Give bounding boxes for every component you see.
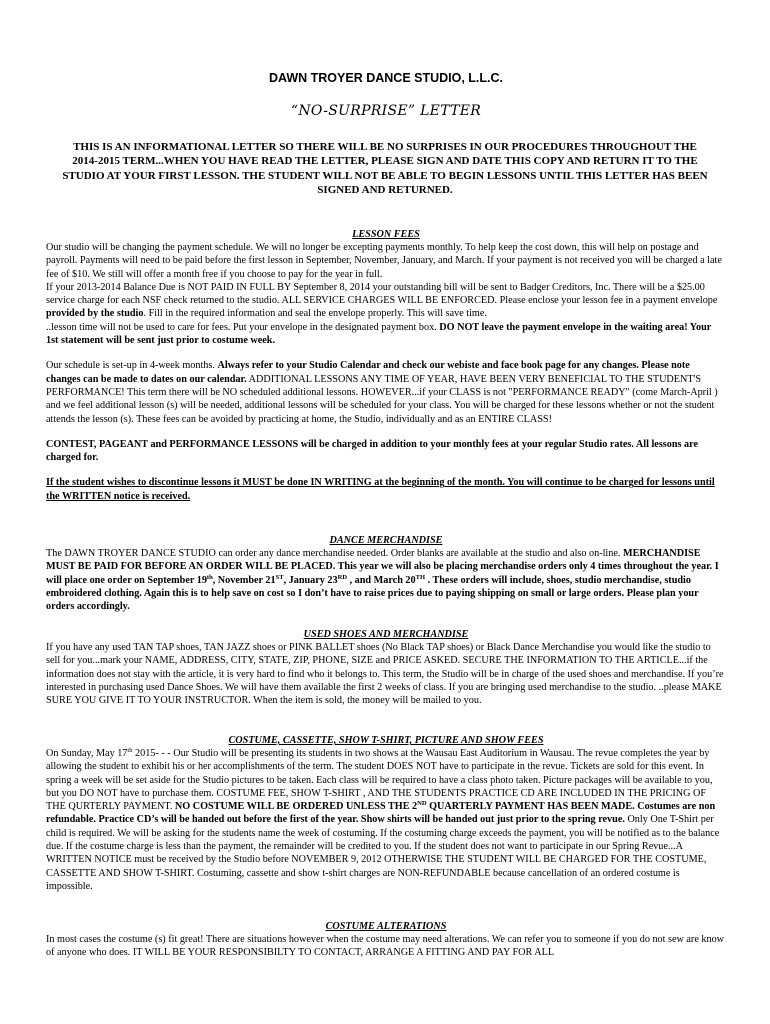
merchandise-heading: DANCE MERCHANDISE xyxy=(329,535,443,546)
schedule-p-bold: Always refer to your Studio Calendar and check our webiste and face book page for any changes. Please note changes can be made to dates on our calendar. xyxy=(46,360,690,385)
lesson-fees-p3-text: ..lesson time will not be used to care for fees. Put your envelope in the designated payment box. xyxy=(46,321,440,333)
schedule-paragraph xyxy=(46,359,726,425)
discontinue-paragraph: If the student wishes to discontinue lessons it MUST be done IN WRITING at the beginning of the month. You will continue to be charged for lessons until the WRITTEN notice is received. xyxy=(46,477,715,502)
used-shoes-heading: USED SHOES AND MERCHANDISE xyxy=(303,629,469,640)
lesson-fees-p2-bold: provided by the studio xyxy=(46,308,144,320)
costume-t3: Only One T-Shirt per child is required. We will be asking for the students name the week of costuming. If the costuming charge exceeds the payment, you will be notified as to the balance due. If the costume charge is less than the payment, the remainder will be credited to you. If the student does not want to participate in our Spring Revue...A WRITTEN NOTICE must be received by the Studio before NOVEMBER 9, 2012 OTHERWISE THE STUDENT WILL BE CHARGED FOR THE COSTUME, CASSETTE AND SHOW T-SHIRT. Costuming, cassette and show t-shirt charges are NON-REFUNDABLE because cancellation of an ordered costume is impossible. xyxy=(46,814,720,892)
lesson-fees-paragraph-1: Our studio will be changing the payment schedule. We will no longer be excepting payments monthly. To help keep the cost down, this will help on postage and payroll. Payments will need to be paid before the first lesson in September, November, January, and March. If your payment is not received you will be charged a late fee of $10. We still will offer a month free if you choose to pay for the year in full. xyxy=(46,242,722,280)
costume-t2: 2015- - - Our Studio will be presenting its students in two shows at the Wausau East Auditorium in Wausau. The revue completes the year by allowing the student to exhibit his or her accomplishments of the term. The student DOES NOT have to participate in the revue. Tickets are sold for this event. In spring a week will be set aside for the Studio pictures to be taken. Each class will be required to have a class photo taken. Picture packages will be available to you, but you DO NOT have to purchase them. COSTUME FEE, SHOW T-SHIRT , AND THE STUDENTS PRACTICE CD ARE INCLUDED IN THE PRICING OF THE QURTERLY PAYMENT. xyxy=(46,748,713,813)
schedule-p-text: Our schedule is set-up in 4-week months. xyxy=(46,360,218,372)
lesson-fees-p3-bold: DO NOT leave the payment envelope in the waiting area! Your 1st statement will be sent just prior to costume week. xyxy=(46,321,712,347)
merch-t2: MERCHANDISE MUST BE PAID FOR BEFORE AN ORDER WILL BE PLACED xyxy=(46,548,701,573)
costume-section xyxy=(46,747,726,893)
costume-paragraph xyxy=(46,747,726,893)
merch-s2: ST xyxy=(275,573,284,581)
lesson-fees-paragraph-2 xyxy=(46,281,726,321)
merch-s4: TH xyxy=(415,573,426,581)
lesson-fees-p2-text: If your 2013-2014 Balance Due is NOT PAID IN FULL BY September 8, 2014 your outstanding bill will be sent to Badger Creditors, Inc. There will be a $25.00 service charge for each NSF check returned to the studio. ALL SERVICE CHARGES WILL BE ENFORCED. Please enclose your lesson fee in a payment envelope xyxy=(46,281,718,307)
intro-paragraph: THIS IS AN INFORMATIONAL LETTER SO THERE WILL BE NO SURPRISES IN OUR PROCEDURES THROUGHOUT THE 2014-2015 TERM...WHEN YOU HAVE READ THE LETTER, PLEASE SIGN AND DATE THIS COPY AND RETURN IT TO THE STUDIO AT YOUR FIRST LESSON. THE STUDENT WILL NOT BE ABLE TO BEGIN LESSONS UNTIL THIS LETTER HAS BEEN SIGNED AND RETURNED. xyxy=(62,141,708,197)
costume-b2: QUARTERLY PAYMENT HAS BEEN MADE. Costumes are non refundable. Practice CD’s will be handed out before the first of the year. Show shirts will be handed out just prior to the spring revue. xyxy=(46,801,716,826)
costume-heading: COSTUME, CASSETTE, SHOW T-SHIRT, PICTURE AND SHOW FEES xyxy=(228,735,544,746)
costume-s1: th xyxy=(127,747,133,754)
lesson-fees-p2-end: . Fill in the required information and seal the envelope properly. This will save time. xyxy=(143,308,487,320)
used-shoes-paragraph: If you have any used TAN TAP shoes, TAN JAZZ shoes or PINK BALLET shoes (No Black TAP shoes) or Black Dance Merchandise you would like the studio to sell for you...mark your NAME, ADDRESS, CITY, STATE, ZIP, PHONE, SIZE and PRICE ASKED. SECURE THE INFORMATION TO THE ARTICLE...if the information does not stay with the article, it is very hard to find who it belongs to. This term, the Studio will be in charge of the used shoes and merchandise. If you’re interested in purchasing used Dance Shoes. We will have them available the first 2 weeks of class. If you are bringing used merchandise to the studio. ..please MAKE SURE YOU GIVE IT TO YOUR INSTRUCTOR. When the item is sold, the money will be mailed to you. xyxy=(46,642,724,707)
lesson-fees-paragraph-3 xyxy=(46,321,726,348)
lesson-fees-heading: LESSON FEES xyxy=(352,229,420,240)
merchandise-section xyxy=(46,547,726,613)
lesson-fees-section xyxy=(46,241,726,503)
schedule-p-rest: ADDITIONAL LESSONS ANY TIME OF YEAR, HAVE BEEN VERY BENEFICIAL TO THE STUDENT'S PERFORMANCE! This term there will be NO scheduled additional lessons. HOWEVER...if your CLASS is not "PERFORMANCE READY" (come March-April ) and we feel additional lesson (s) will be needed, additional lessons will be scheduled for your class. You will be charged for these lessons whether or not the student attends the lesson (s). These fees can be avoided by practicing at home, the Studio, individually and as an ENTIRE CLASS! xyxy=(46,373,718,425)
contest-paragraph: CONTEST, PAGEANT and PERFORMANCE LESSONS will be charged in addition to your monthly fees at your regular Studio rates. All lessons are charged for. xyxy=(46,438,698,464)
merch-t6: , and March 20 xyxy=(347,574,416,586)
merch-t5: , January 23 xyxy=(283,574,338,586)
merchandise-paragraph xyxy=(46,547,726,613)
merch-s3: RD xyxy=(337,573,348,581)
merch-t7: . These orders will include, shoes, studio merchandise, studio embroidered clothing. Again this is to help save on cost so I don’t have to raise prices due to paying shipping on small or large orders. Please plan your orders accordingly. xyxy=(46,574,699,613)
costume-s2: ND xyxy=(417,800,427,808)
merch-s1: th xyxy=(206,573,213,581)
studio-title: DAWN TROYER DANCE STUDIO, L.L.C. xyxy=(268,71,504,85)
costume-b1: NO COSTUME WILL BE ORDERED UNLESS THE 2 xyxy=(174,801,418,813)
alterations-paragraph: In most cases the costume (s) fit great! There are situations however when the costume may need alterations. We can refer you to someone if you do not sew are know of anyone who does. IT WILL BE YOUR RESPONSIBILTY TO CONTACT, ARRANGE A FITTING AND PAY FOR ALL xyxy=(46,934,725,959)
alterations-heading: COSTUME ALTERATIONS xyxy=(325,921,447,932)
merch-t4: , November 21 xyxy=(212,574,276,586)
letter-subtitle: “NO-SURPRISE” LETTER xyxy=(290,103,482,119)
costume-t1: On Sunday, May 17 xyxy=(46,748,128,759)
merch-t3: . This year we will also be placing merchandise orders only 4 times throughout the year. I will place one order on September 19 xyxy=(46,561,719,586)
merch-t1: The DAWN TROYER DANCE STUDIO can order any dance merchandise needed. Order blanks are available at the studio and also on-line. xyxy=(46,548,621,559)
